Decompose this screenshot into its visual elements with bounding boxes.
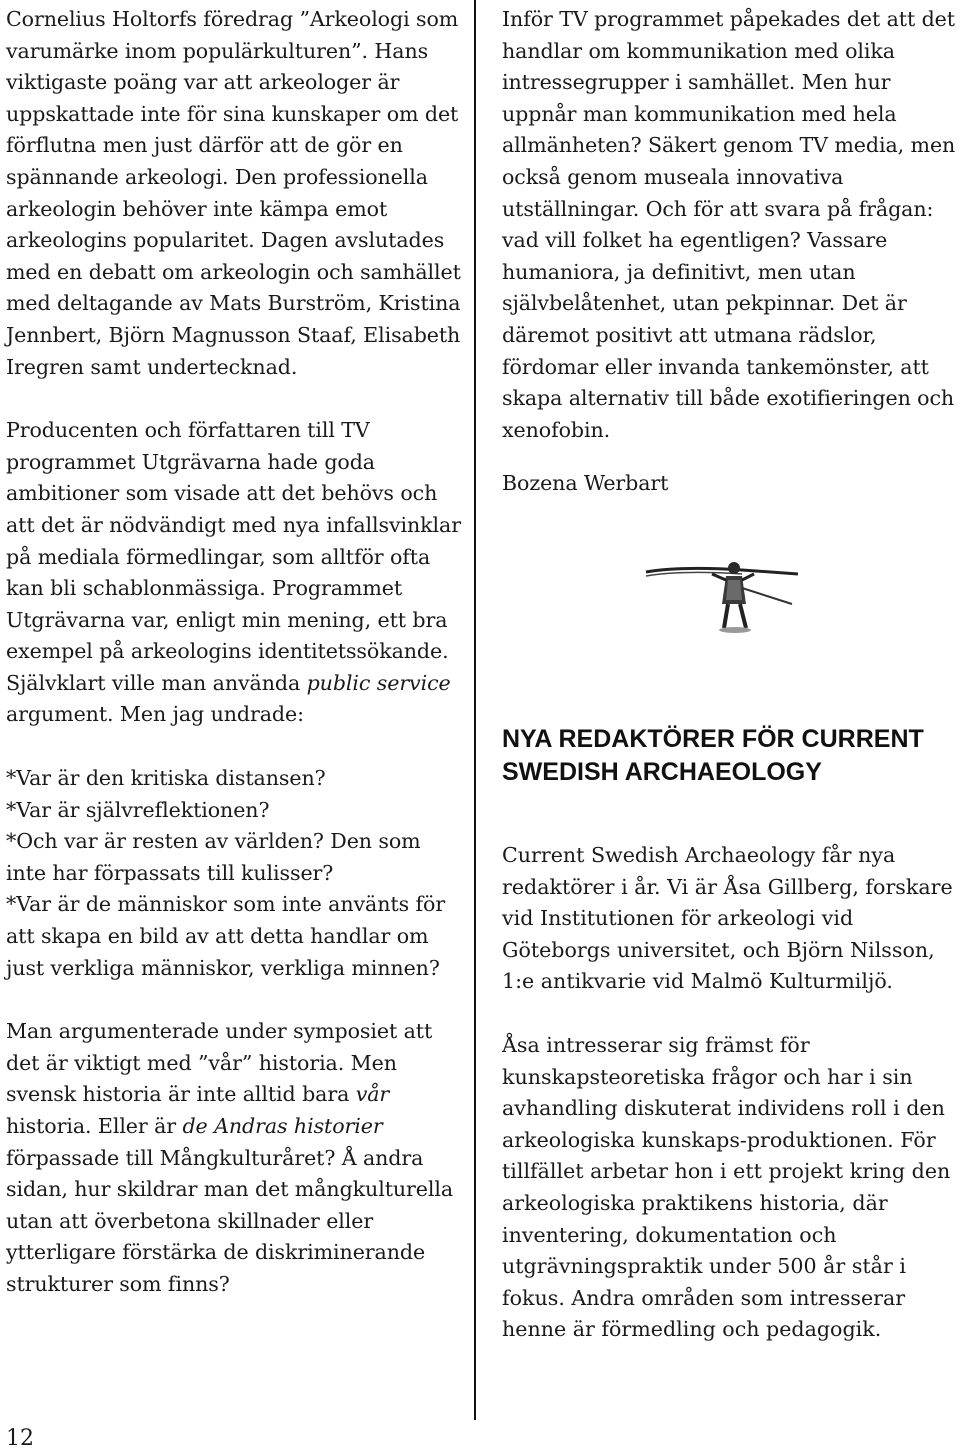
right-paragraph-3: Åsa intresserar sig främst för kunskapsteoretiska frågor och har i sin avhandling diskuterat individens roll i den arkeologiska kunskaps-produktionen. För tillfället arbetar hon i ett projekt kring den arkeologiska praktikens historia, där inventering, dokumentation och utgrävningspraktik under 500 år står i fokus. Andra områden som intresserar henne är förmedling och pedagogik. — [502, 1032, 951, 1342]
page-number: 12 — [6, 1426, 34, 1451]
question-list — [6, 763, 462, 984]
var-emphasis: vår — [355, 1082, 390, 1107]
right-paragraph-1: Inför TV programmet påpekades det att det handlar om kommunikation med olika intressegrupper i samhället. Men hur uppnår man kommunikation med hela allmänheten? Säkert genom TV media, men också genom museala innovativa utställningar. Och för att svara på frågan: vad vill folket ha egentligen? Vassare humaniora, ja definitivt, men utan självbelåtenhet, utan pekpinnar. Det är däremot positivt att utmana rädslor, fördomar eller invanda tankemönster, att skapa alternativ till både exotifieringen och xenofobin. — [502, 7, 956, 442]
left-paragraph-1: Cornelius Holtorfs föredrag ”Arkeologi som varumärke inom populärkulturen”. Hans viktigaste poäng var att arkeologer är uppskattade inte för sina kunskaper om det förflutna men just därför att de gör en spännande arkeologi. Den professionella arkeologin behöver inte kämpa emot arkeologins popularitet. Dagen avslutades med en debatt om arkeologin och samhället med deltagande av Mats Burström, Kristina Jennbert, Björn Magnusson Staaf, Elisabeth Iregren samt undertecknad. — [6, 7, 461, 379]
left-column — [6, 4, 462, 1301]
public-service-emphasis: public service — [306, 670, 451, 695]
left-paragraph-2: Producenten och författaren till TV programmet Utgrävarna hade goda ambitioner som visade att det behövs och att det är nödvändigt med nya infallsvinklar på mediala förmedlingar, som alltför ofta kan bli schablonmässiga. Programmet Utgrävarna var, enligt min mening, ett bra exempel på arkeologins identitetssökande. Självklart ville man använda public service argument. Men jag undrade: — [6, 418, 461, 727]
left-paragraph-3: Man argumenterade under symposiet att det är viktigt med ”vår” historia. Men svensk historia är inte alltid bara vår historia. Eller är de Andras historier förpassade till Mångkulturåret? Å andra sidan, hur skildrar man det mångkulturella utan att överbetona skillnader eller ytterligare förstärka de diskriminerande strukturer som finns? — [6, 1019, 454, 1296]
right-column — [502, 4, 956, 500]
question-item: *Och var är resten av världen? Den som inte har förpassats till kulisser? — [6, 829, 421, 885]
question-item: *Var är de människor som inte använts för att skapa en bild av att detta handlar om just verkliga människor, verkliga minnen? — [6, 892, 446, 980]
section-heading: NYA REDAKTÖRER FÖR CURRENT SWEDISH ARCHAEOLOGY — [502, 724, 924, 786]
archaeologist-figure-illustration — [642, 560, 802, 636]
right-paragraph-2: Current Swedish Archaeology får nya redaktörer i år. Vi är Åsa Gillberg, forskare vid Institutionen för arkeologi vid Göteborgs universitet, och Björn Nilsson, 1:e antikvarie vid Malmö Kulturmiljö. — [502, 843, 953, 994]
right-column-lower — [502, 840, 956, 1346]
question-item: *Var är självreflektionen? — [6, 797, 270, 822]
de-andras-historier-emphasis: de Andras historier — [182, 1114, 383, 1138]
question-item: *Var är den kritiska distansen? — [6, 766, 326, 791]
column-divider — [474, 0, 476, 1420]
author-signature: Bozena Werbart — [502, 471, 669, 496]
